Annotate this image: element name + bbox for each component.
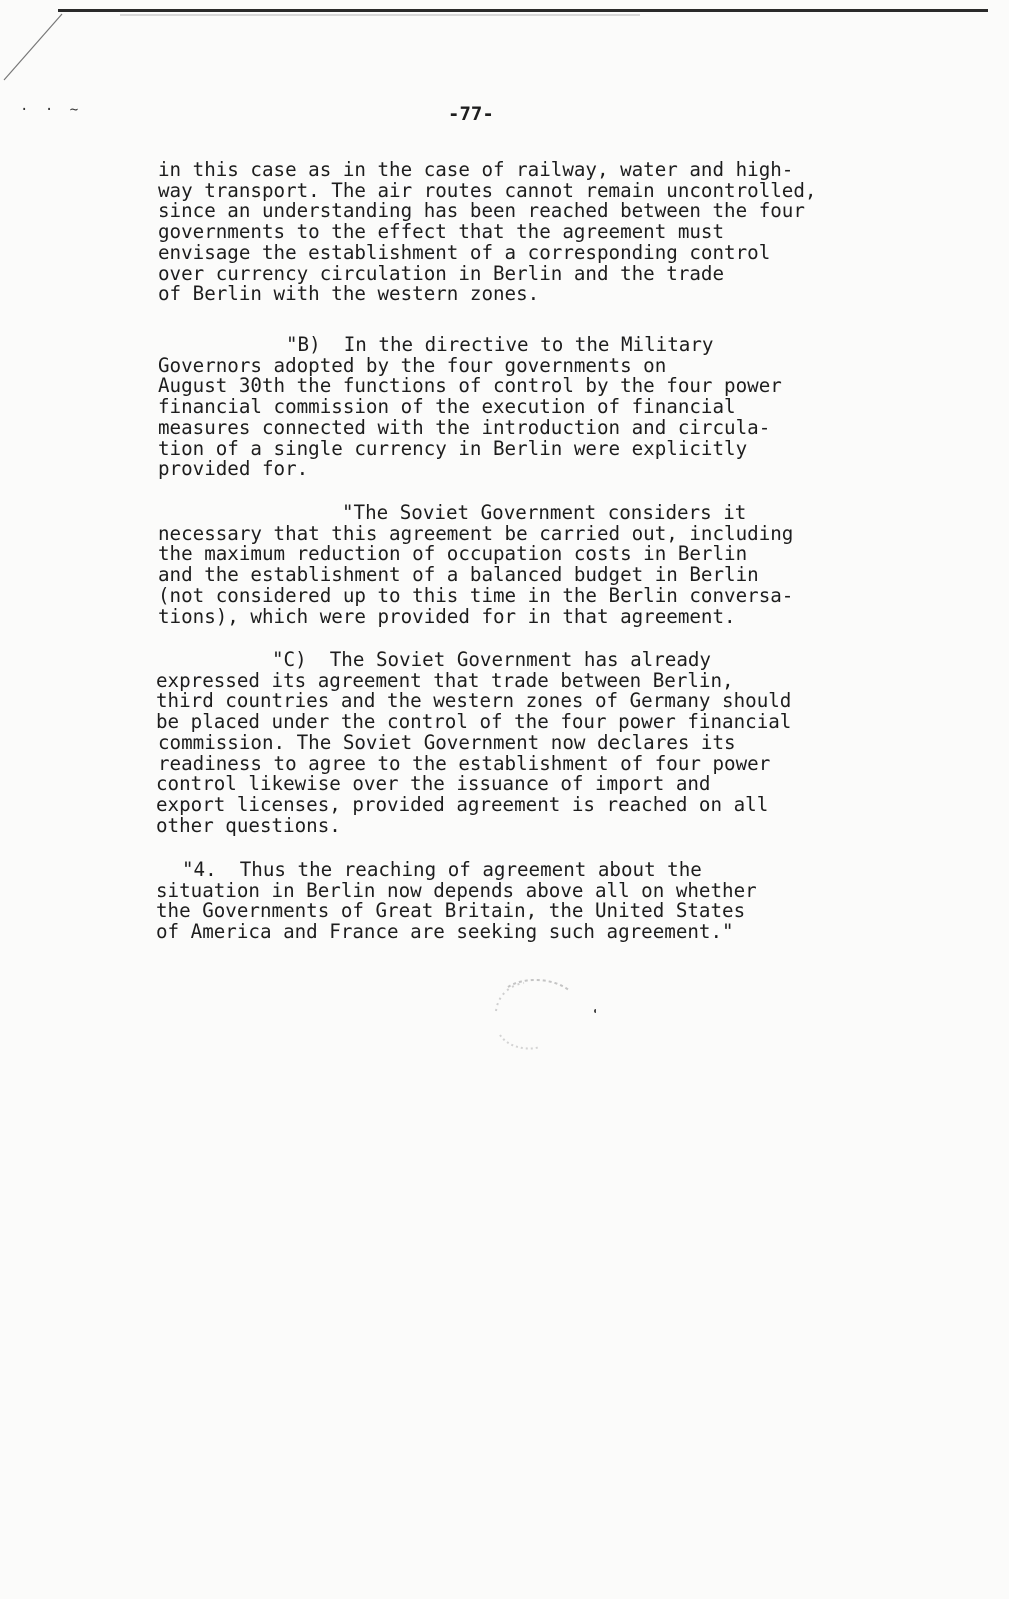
text-line: of America and France are seeking such agreement." — [156, 920, 734, 944]
text-line: "The Soviet Government considers it — [342, 501, 747, 524]
text-line: governments to the effect that the agreement must — [158, 220, 725, 244]
page-number: -77- — [448, 103, 494, 125]
paragraph-p1 — [158, 160, 816, 305]
top-rule-shadow — [120, 14, 640, 16]
text-line: financial commission of the execution of financial — [158, 395, 736, 419]
text-line: provided for. — [158, 457, 309, 481]
text-line: Governors adopted by the four governments on — [158, 353, 667, 377]
text-line: way transport. The air routes cannot remain uncontrolled, — [158, 178, 817, 202]
faint-stamp-seal — [478, 975, 596, 1055]
top-rule-line — [58, 9, 988, 12]
text-line: other questions. — [156, 813, 341, 837]
text-line: be placed under the control of the four power financial — [156, 710, 792, 734]
text-line: necessary that this agreement be carried out, including — [158, 521, 794, 545]
text-line: "C) The Soviet Government has already — [272, 648, 711, 671]
text-line: third countries and the western zones of Germany should — [156, 689, 792, 713]
text-line: since an understanding has been reached between the four — [158, 199, 805, 223]
margin-mark: · · ~ — [20, 102, 83, 118]
text-line: control likewise over the issuance of import and — [156, 772, 711, 796]
paragraph-p2 — [158, 335, 782, 480]
corner-scratch-mark — [0, 0, 70, 90]
text-line: over currency circulation in Berlin and the trade — [158, 261, 725, 285]
text-line: "4. Thus the reaching of agreement about the — [182, 858, 702, 881]
text-line: expressed its agreement that trade between Berlin, — [156, 668, 734, 692]
text-line: commission. The Soviet Government now declares its — [158, 730, 736, 754]
text-line: the maximum reduction of occupation costs in Berlin — [158, 542, 748, 566]
text-line: the Governments of Great Britain, the United States — [156, 899, 746, 923]
text-line: measures connected with the introduction and circula- — [158, 415, 771, 439]
text-line: tions), which were provided for in that agreement. — [158, 604, 736, 628]
paragraph-p5 — [156, 860, 757, 943]
text-line: of Berlin with the western zones. — [158, 282, 540, 306]
paragraph-p4 — [156, 650, 791, 836]
text-line: "B) In the directive to the Military — [286, 333, 714, 356]
text-line: readiness to agree to the establishment of four power — [158, 751, 771, 775]
text-line: tion of a single currency in Berlin were explicitly — [158, 436, 748, 460]
text-line: (not considered up to this time in the Berlin conversa- — [158, 583, 794, 607]
text-line: and the establishment of a balanced budget in Berlin — [158, 563, 759, 587]
text-line: export licenses, provided agreement is reached on all — [156, 792, 769, 816]
text-line: August 30th the functions of control by the four power — [158, 374, 782, 398]
text-line: envisage the establishment of a corresponding control — [158, 240, 771, 264]
text-line: situation in Berlin now depends above all on whether — [156, 878, 757, 902]
text-line: in this case as in the case of railway, water and high- — [158, 158, 794, 181]
paragraph-p3 — [158, 503, 793, 627]
